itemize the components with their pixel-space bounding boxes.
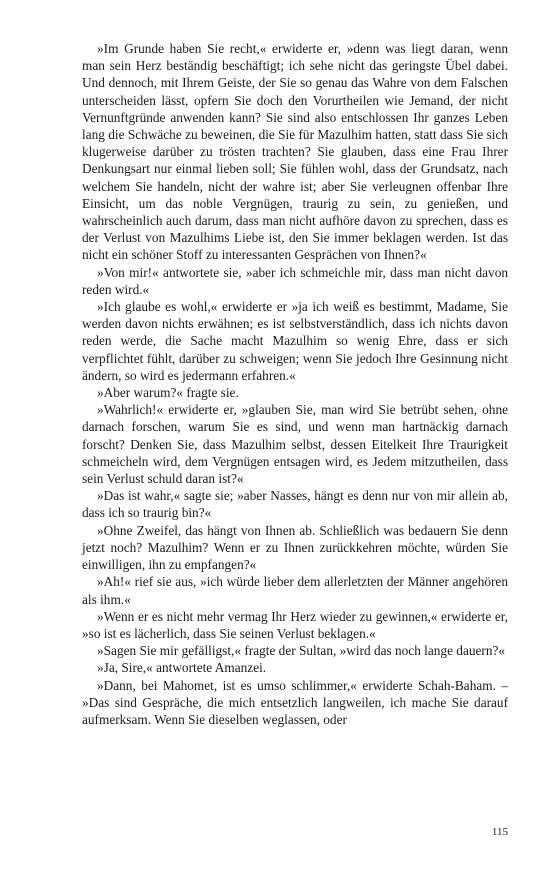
paragraph: »Aber warum?« fragte sie. <box>97 385 239 401</box>
paragraph: »Ah!« rief sie aus, »ich würde lieber dem allerletzten der Männer angehören als ihm.« <box>82 574 508 607</box>
paragraph: »Ohne Zweifel, das hängt von Ihnen ab. Schließlich was bedauern Sie denn jetzt noch? Mazulhim? Wenn er zu Ihnen zurückkehren möchte, würden Sie einwilligen, ihn zu empfangen?« <box>82 522 508 573</box>
paragraph: »Ich glaube es wohl,« erwiderte er »ja ich weiß es bestimmt, Madame, Sie werden davon nichts erwähnen; es ist selbstverständlich, dass ich nichts davon reden werde, die Sache macht Mazulhim so wenig Ehre, dass er sich verpflichtet fühlt, darüber zu schweigen; wenn Sie jedoch Ihre Gesinnung nicht ändern, so wird es jedermann erfahren.« <box>82 299 508 383</box>
body-text <box>82 40 508 728</box>
paragraph: »Dann, bei Mahomet, ist es umso schlimmer,« erwiderte Schah-Baham. – »Das sind Gespräche, die mich entsetzlich langweilen, ich mache Sie darauf aufmerksam. Wenn Sie dieselben weglassen, oder <box>82 677 508 727</box>
paragraph: »Wenn er es nicht mehr vermag Ihr Herz wieder zu gewinnen,« erwiderte er, »so ist es lächerlich, dass Sie seinen Verlust beklagen.« <box>82 608 508 641</box>
paragraph: »Von mir!« antwortete sie, »aber ich schmeichle mir, dass man nicht davon reden wird.« <box>82 264 508 297</box>
page-number: 115 <box>491 826 508 838</box>
paragraph: »Das ist wahr,« sagte sie; »aber Nasses, hängt es denn nur von mir allein ab, dass ich so traurig bin?« <box>82 488 508 521</box>
paragraph: »Im Grunde haben Sie recht,« erwiderte er, »denn was liegt daran, wenn man sein Herz beständig beschäftigt; ich sehe nicht das geringste Übel dabei. Und dennoch, mit Ihrem Geiste, der Sie so genau das Wahre von dem Falschen unterscheiden lässt, opfern Sie doch den Vorurtheilen wie Jemand, der nicht Vernunftgründe anwenden kann? Sie sind also entschlossen Ihr ganzes Leben lang die Schwäche zu beweinen, die Sie für Mazulhim hatten, statt dass Sie sich klugerweise darüber zu trösten trachten? Sie glauben, dass eine Frau Ihrer Denkungsart nur einmal lieben soll; Sie fühlen wohl, dass der Grundsatz, nach welchem Sie handeln, nicht der wahre ist; aber Sie verleugnen offenbar Ihre Einsicht, um das noble Vergnügen, traurig zu sein, zu genießen, und wahrscheinlich auch darum, dass man nicht aufhöre davon zu sprechen, dass es der Verlust von Mazulhims Liebe ist, den Sie immer beklagen werden. Ist das nicht ein schöner Stoff zu interessanten Gesprächen von Ihnen?« <box>82 41 508 263</box>
paragraph: »Wahrlich!« erwiderte er, »glauben Sie, man wird Sie betrübt sehen, ohne darnach forschen, warum Sie es sind, und wenn man hartnäckig darnach forscht? Denken Sie, dass Mazulhim selbst, dessen Eitelkeit Ihre Traurigkeit schmeicheln wird, dem Vergnügen entsagen wird, es Jedem mitzutheilen, dass sein Verlust schuld daran ist?« <box>82 402 508 487</box>
paragraph: »Ja, Sire,« antwortete Amanzei. <box>97 660 267 676</box>
paragraph: »Sagen Sie mir gefälligst,« fragte der Sultan, »wird das noch lange dauern?« <box>97 643 506 659</box>
